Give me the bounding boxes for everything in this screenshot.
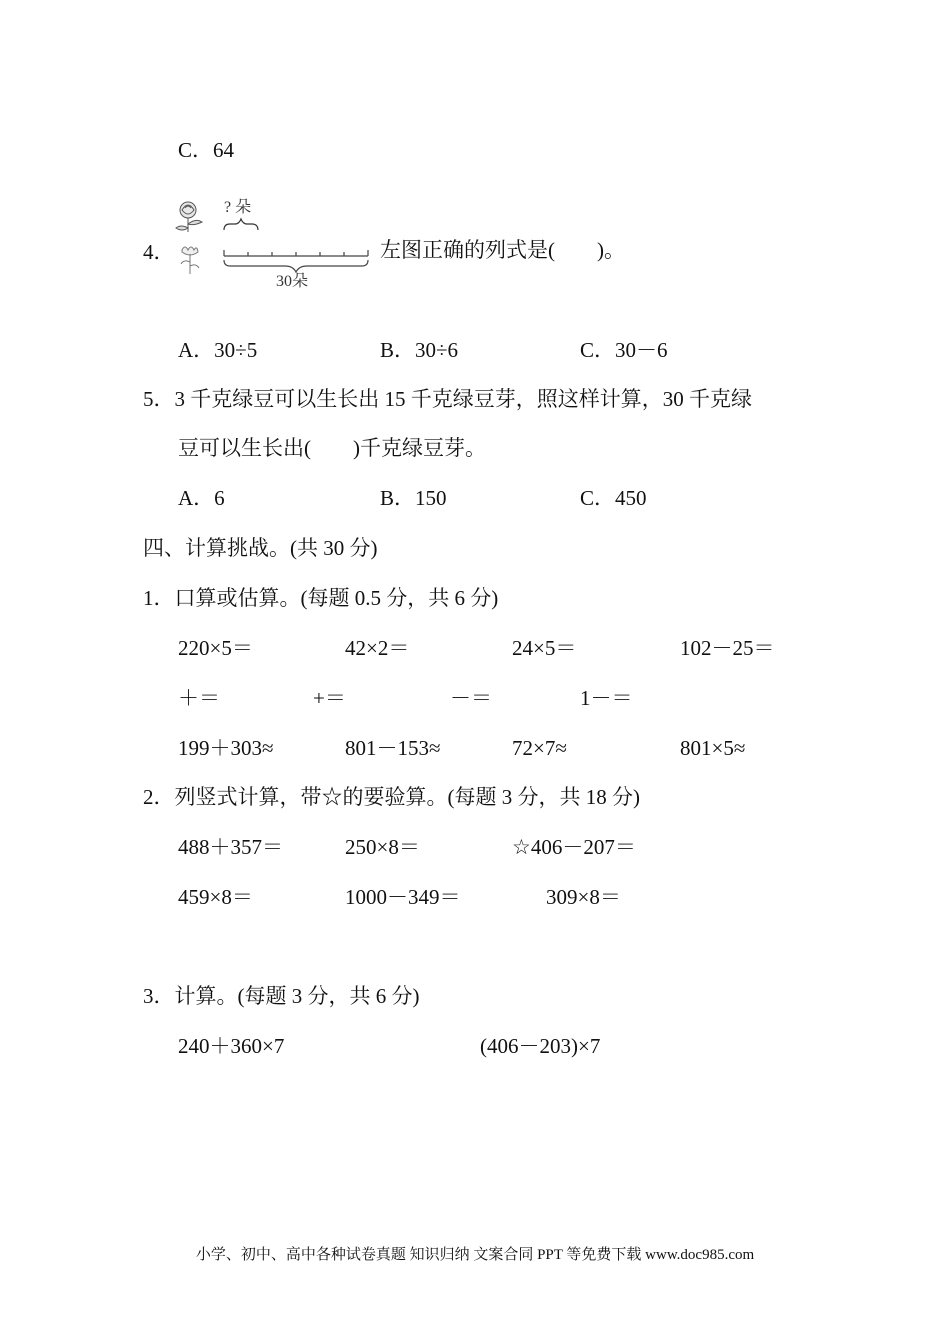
page-footer: 小学、初中、高中各种试卷真题 知识归纳 文案合同 PPT 等免费下载 www.doc985.com bbox=[195, 1247, 755, 1263]
vertical-calc-item: ☆406－207＝ bbox=[512, 835, 636, 859]
q5-option-c: C．450 bbox=[580, 486, 647, 510]
part3-title: 3．计算。(每题 3 分，共 6 分) bbox=[143, 984, 420, 1008]
estimate-item: 801－153≈ bbox=[345, 736, 441, 760]
q4-number: 4． bbox=[143, 240, 175, 264]
vertical-calc-item: 459×8＝ bbox=[178, 885, 253, 909]
top-brace bbox=[224, 219, 258, 230]
segment-line bbox=[224, 250, 368, 256]
q4-option-a: A．30÷5 bbox=[178, 338, 258, 362]
carnation-icon bbox=[181, 247, 199, 274]
mixed-calc-item: (406－203)×7 bbox=[480, 1034, 601, 1058]
estimate-item: 199＋303≈ bbox=[178, 736, 274, 760]
q4-option-c: C．30－6 bbox=[580, 338, 668, 362]
vertical-calc-item: 309×8＝ bbox=[546, 885, 621, 909]
q4-figure bbox=[172, 192, 372, 292]
section-heading: 四、计算挑战。(共 30 分) bbox=[143, 536, 378, 560]
q5-option-b: B．150 bbox=[380, 486, 447, 510]
vertical-calc-item: 250×8＝ bbox=[345, 835, 420, 859]
estimate-item: 801×5≈ bbox=[680, 736, 746, 760]
oral-calc-item: 220×5＝ bbox=[178, 636, 253, 660]
total-count-label: 30朵 bbox=[276, 273, 309, 290]
oral-calc-item: 42×2＝ bbox=[345, 636, 410, 660]
oral-calc-item: 24×5＝ bbox=[512, 636, 577, 660]
oral-calc-item: +＝ bbox=[313, 686, 346, 710]
q3-option-c: C．64 bbox=[178, 138, 235, 162]
vertical-calc-item: 1000－349＝ bbox=[345, 885, 461, 909]
q5-line1: 5．3 千克绿豆可以生长出 15 千克绿豆芽，照这样计算，30 千克绿 bbox=[143, 387, 752, 411]
q4-option-b: B．30÷6 bbox=[380, 338, 459, 362]
rose-icon bbox=[176, 202, 202, 232]
oral-calc-item: 1－＝ bbox=[580, 686, 633, 710]
q4-stem: 左图正确的列式是( )。 bbox=[380, 238, 625, 262]
oral-calc-item: －＝ bbox=[450, 686, 492, 710]
bottom-brace bbox=[224, 260, 368, 272]
q5-option-a: A．6 bbox=[178, 486, 225, 510]
mixed-calc-item: 240＋360×7 bbox=[178, 1034, 285, 1058]
oral-calc-item: ＋＝ bbox=[178, 686, 220, 710]
flower-diagram bbox=[172, 192, 372, 292]
part2-title: 2．列竖式计算，带☆的要验算。(每题 3 分，共 18 分) bbox=[143, 785, 640, 809]
oral-calc-item: 102－25＝ bbox=[680, 636, 775, 660]
top-count-label: ? 朵 bbox=[224, 199, 252, 216]
estimate-item: 72×7≈ bbox=[512, 736, 567, 760]
part1-title: 1．口算或估算。(每题 0.5 分，共 6 分) bbox=[143, 586, 499, 610]
vertical-calc-item: 488＋357＝ bbox=[178, 835, 283, 859]
q5-line2: 豆可以生长出( )千克绿豆芽。 bbox=[178, 436, 486, 460]
